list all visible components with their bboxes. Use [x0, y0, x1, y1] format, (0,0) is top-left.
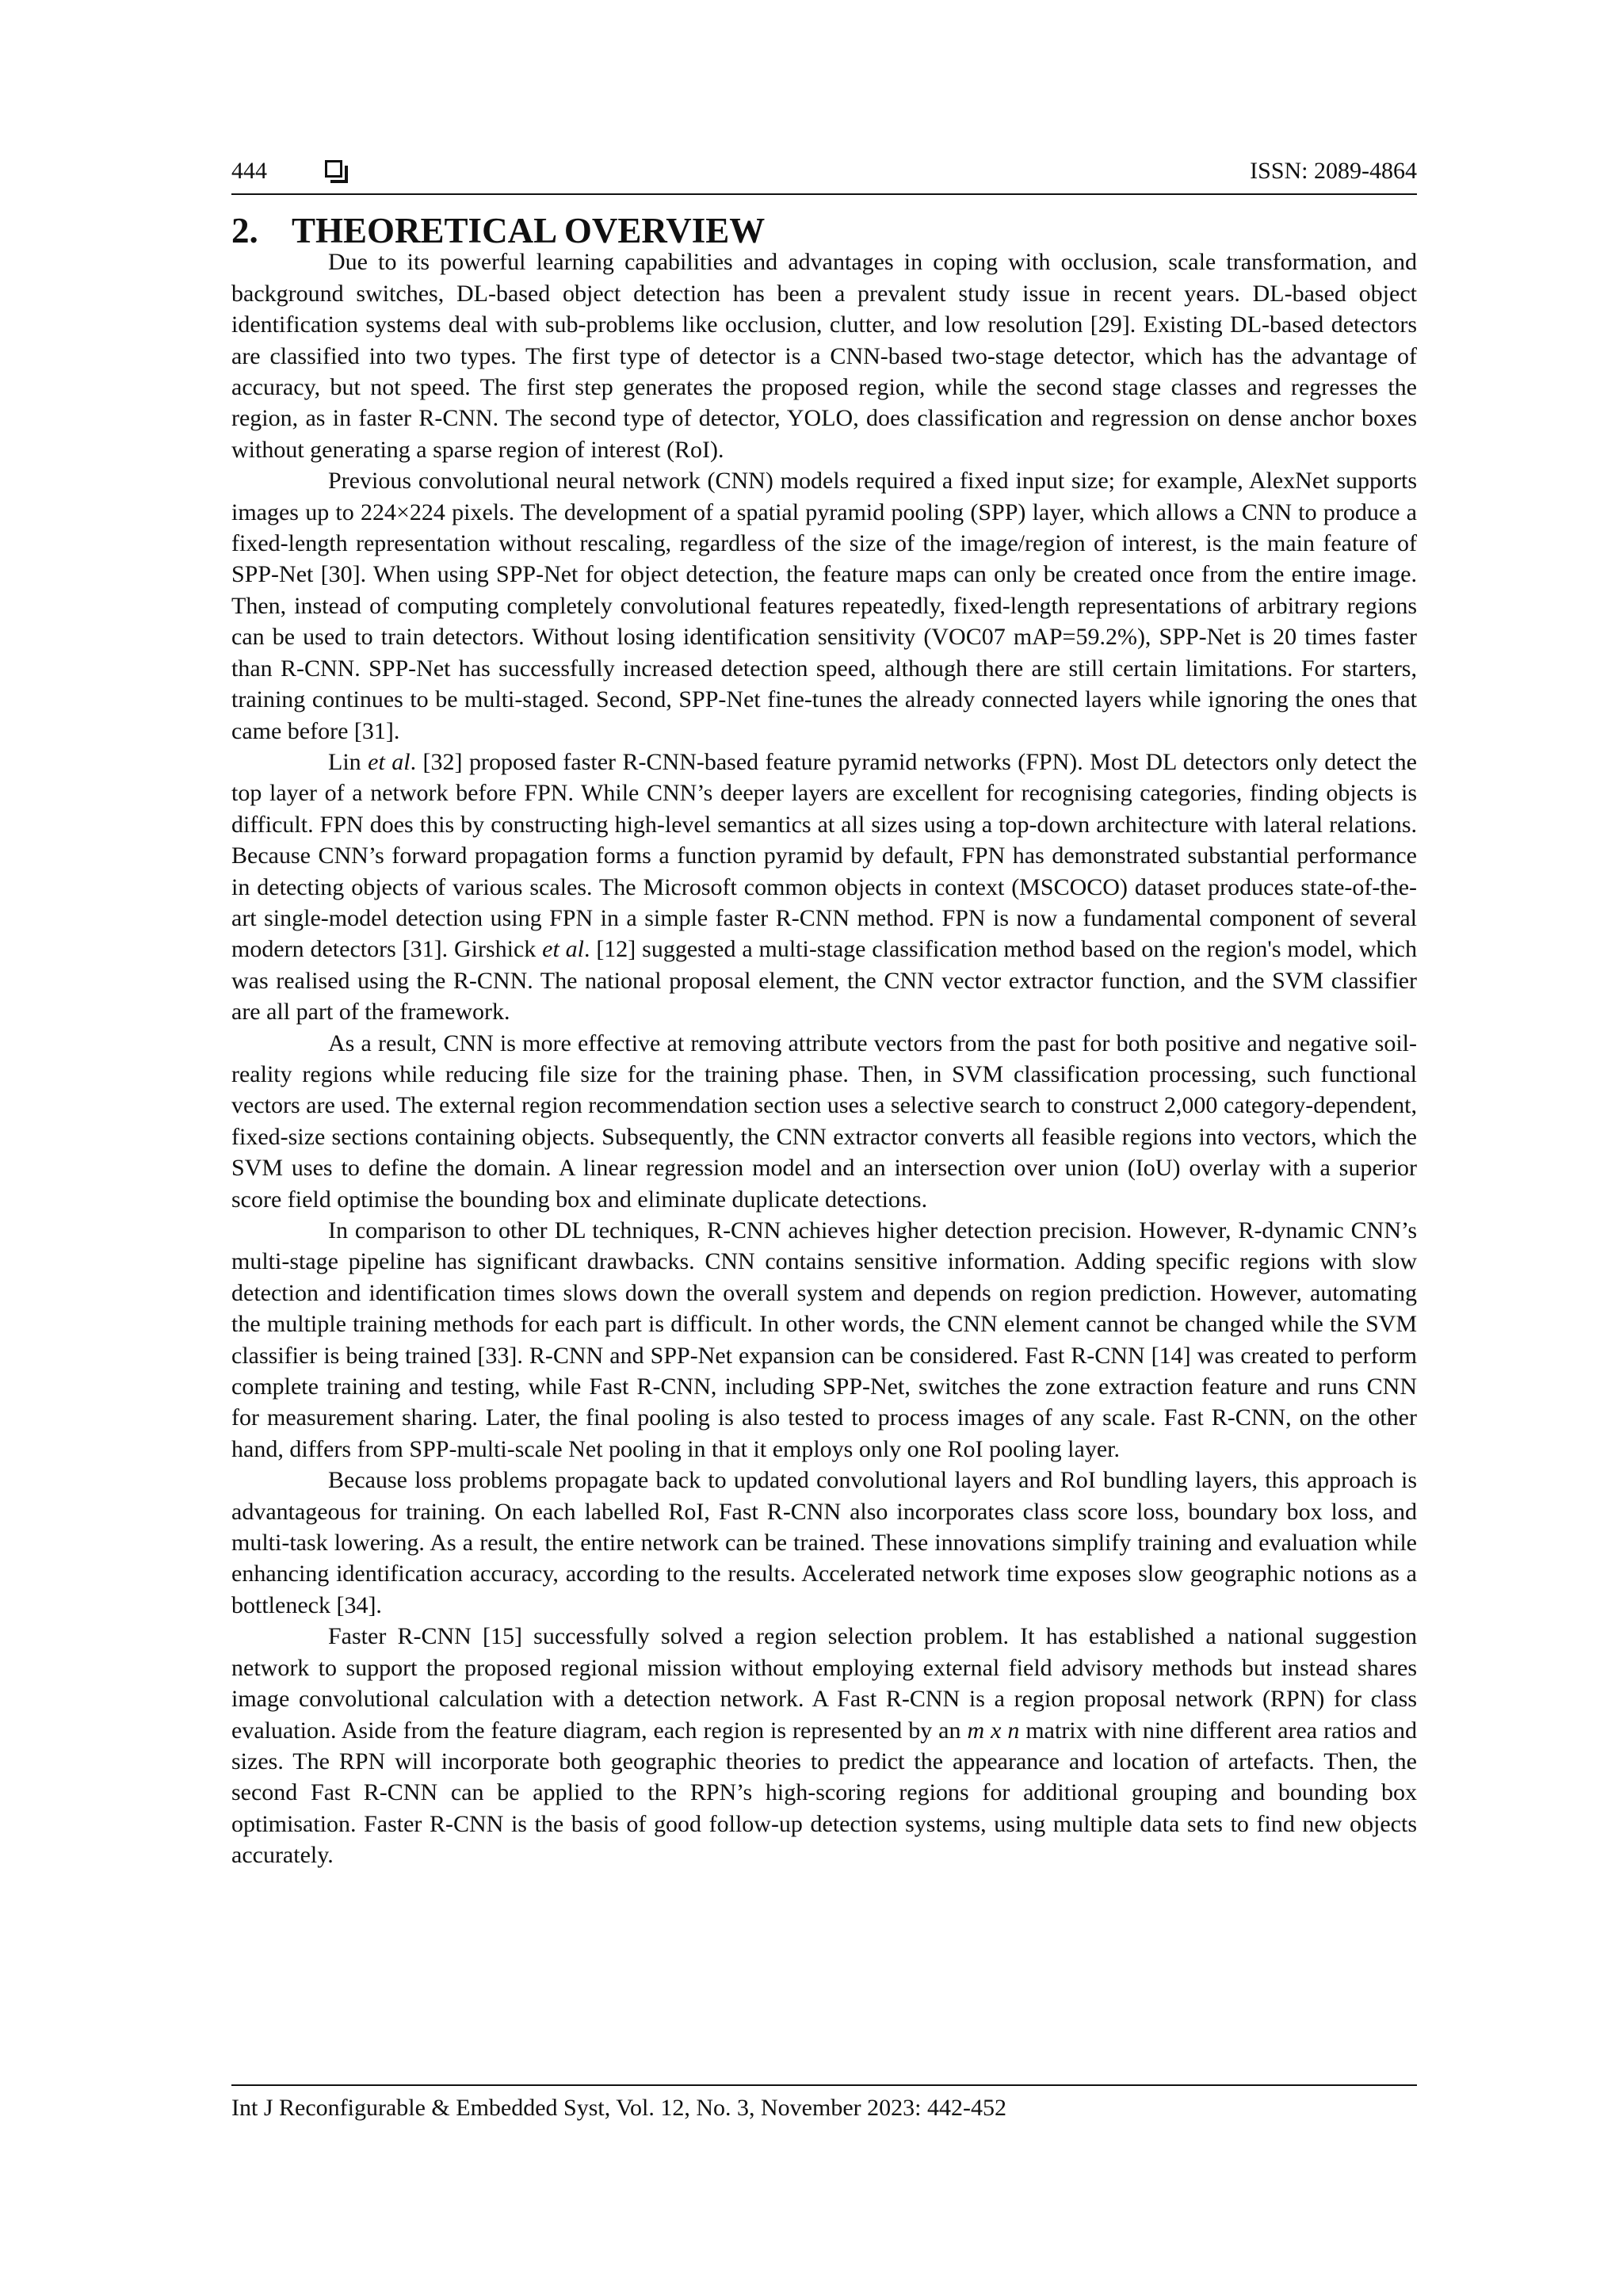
section-title: THEORETICAL OVERVIEW: [292, 211, 766, 250]
footer-rule: [231, 2084, 1417, 2086]
paragraph-7-text-a: Faster R-CNN [15] successfully solved a region selection problem. It has established a national suggestion network to support the proposed regional mission without employing external field advisory methods but instead shares image convolutional calculation with a detection network. A Fast R-CNN is a region proposal network (RPN) for class evaluation. Aside from the feature diagram, each region is represented by an: [231, 1623, 1417, 1744]
header-rule: [231, 193, 1417, 195]
issn-label: ISSN: 2089-4864: [1250, 158, 1417, 184]
paragraph-7: [231, 1621, 1417, 1870]
paragraph-3-text-b: . [32] proposed faster R-CNN-based feature pyramid networks (FPN). Most DL detectors only detect the top layer of a network before FPN. While CNN’s deeper layers are excellent for recognising categories, finding objects is difficult. FPN does this by constructing high-level semantics at all sizes using a top-down architecture with lateral relations. Because CNN’s forward propagation forms a function pyramid by default, FPN has demonstrated substantial performance in detecting objects of various scales. The Microsoft common objects in context (MSCOCO) dataset produces state-of-the-art single-model detection using FPN in a simple faster R-CNN method. FPN is now a fundamental component of several modern detectors [31]. Girshick: [231, 748, 1417, 963]
paragraph-6: Because loss problems propagate back to updated convolutional layers and RoI bundling layers, this approach is advantageous for training. On each labelled RoI, Fast R-CNN also incorporates class score loss, boundary box loss, and multi-task lowering. As a result, the entire network can be trained. These innovations simplify training and evaluation while enhancing identification accuracy, according to the results. Accelerated network time exposes slow geographic notions as a bottleneck [34].: [231, 1467, 1417, 1618]
paragraph-1: Due to its powerful learning capabilities and advantages in coping with occlusion, scale transformation, and background switches, DL-based object detection has been a prevalent study issue in recent years. DL-based object identification systems deal with sub-problems like occlusion, clutter, and low resolution [29]. Existing DL-based detectors are classified into two types. The first type of detector is a CNN-based two-stage detector, which has the advantage of accuracy, but not speed. The first step generates the proposed region, while the second stage classes and regresses the region, as in faster R-CNN. The second type of detector, YOLO, does classification and regression on dense anchor boxes without generating a sparse region of interest (RoI).: [231, 249, 1417, 463]
paragraph-3-italic-a: et al: [368, 748, 411, 775]
paragraph-7-italic-a: m x n: [967, 1717, 1020, 1744]
page-header: [231, 155, 1417, 187]
paragraph-3: [231, 747, 1417, 1028]
paragraph-3-text-c: . [12] suggested a multi-stage classification method based on the region's model, which was realised using the R-CNN. The national proposal element, the CNN vector extractor function, and the SVM classifier are all part of the framework.: [231, 936, 1417, 1026]
paragraph-3-italic-b: et al: [542, 936, 584, 963]
page-footer: Int J Reconfigurable & Embedded Syst, Vol. 12, No. 3, November 2023: 442-452: [231, 2095, 1006, 2121]
section-number: 2.: [231, 211, 258, 250]
paragraph-2: Previous convolutional neural network (CNN) models required a fixed input size; for example, AlexNet supports images up to 224×224 pixels. The development of a spatial pyramid pooling (SPP) layer, which allows a CNN to produce a fixed-length representation without rescaling, regardless of the size of the image/region of interest, is the main feature of SPP-Net [30]. When using SPP-Net for object detection, the feature maps can only be created once from the entire image. Then, instead of computing completely convolutional features repeatedly, fixed-length representations of arbitrary regions can be used to train detectors. Without losing identification sensitivity (VOC07 mAP=59.2%), SPP-Net is 20 times faster than R-CNN. SPP-Net has successfully increased detection speed, although there are still certain limitations. For starters, training continues to be multi-staged. Second, SPP-Net fine-tunes the already connected layers while ignoring the ones that came before [31].: [231, 468, 1417, 744]
paragraph-5: In comparison to other DL techniques, R-CNN achieves higher detection precision. However, R-dynamic CNN’s multi-stage pipeline has significant drawbacks. CNN contains sensitive information. Adding specific regions with slow detection and identification times slows down the overall system and depends on region prediction. However, automating the multiple training methods for each part is difficult. In other words, the CNN element cannot be changed while the SVM classifier is being trained [33]. R-CNN and SPP-Net expansion can be considered. Fast R-CNN [14] was created to perform complete training and testing, while Fast R-CNN, including SPP-Net, switches the zone extraction feature and runs CNN for measurement sharing. Later, the final pooling is also tested to process images of any scale. Fast R-CNN, on the other hand, differs from SPP-multi-scale Net pooling in that it employs only one RoI pooling layer.: [231, 1217, 1417, 1462]
paragraph-3-text-a: Lin: [328, 748, 369, 775]
section-heading: [231, 211, 1417, 250]
body-text: [231, 211, 1418, 1871]
page-number: 444: [231, 158, 267, 184]
paragraph-7-text-b: matrix with nine different area ratios and sizes. The RPN will incorporate both geographic theories to predict the appearance and location of artefacts. Then, the second Fast R-CNN can be applied to the RPN’s high-scoring regions for additional grouping and bounding box optimisation. Faster R-CNN is the basis of good follow-up detection systems, using multiple data sets to find new objects accurately.: [231, 1717, 1418, 1869]
checkbox-glyph-icon: [325, 160, 342, 178]
paragraph-4: As a result, CNN is more effective at removing attribute vectors from the past for both positive and negative soil-reality regions while reducing file size for the training phase. Then, in SVM classification processing, such functional vectors are used. The external region recommendation section uses a selective search to construct 2,000 category-dependent, fixed-size sections containing objects. Subsequently, the CNN extractor converts all feasible regions into vectors, which the SVM uses to define the domain. A linear regression model and an intersection over union (IoU) overlay with a superior score field optimise the bounding box and eliminate duplicate detections.: [231, 1030, 1417, 1213]
